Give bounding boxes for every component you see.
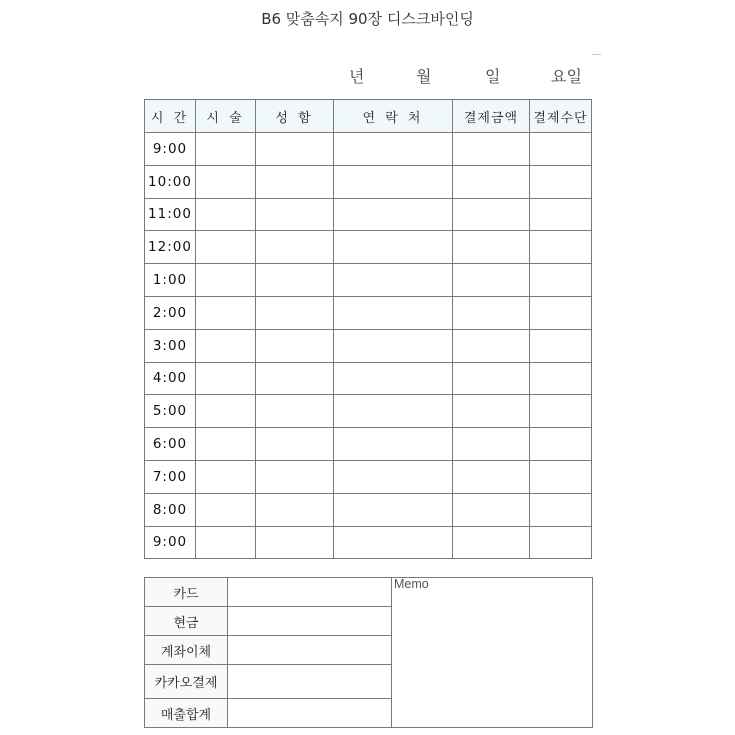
contact-cell[interactable] (334, 133, 453, 166)
contact-cell[interactable] (334, 460, 453, 493)
contact-cell[interactable] (334, 526, 453, 559)
schedule-row (145, 231, 592, 264)
amount-cell[interactable] (453, 362, 530, 395)
schedule-header-row (145, 100, 592, 133)
weekday-label: 요일 (551, 67, 582, 86)
time-cell: 12:00 (145, 231, 196, 264)
schedule-row (145, 460, 592, 493)
treatment-cell[interactable] (196, 493, 256, 526)
payment-value-total[interactable] (228, 699, 392, 728)
amount-cell[interactable] (453, 165, 530, 198)
time-cell: 3:00 (145, 329, 196, 362)
header-treatment: 시 술 (196, 100, 256, 133)
header-contact: 연 락 처 (334, 100, 453, 133)
amount-cell[interactable] (453, 133, 530, 166)
name-cell[interactable] (256, 231, 334, 264)
amount-cell[interactable] (453, 329, 530, 362)
treatment-cell[interactable] (196, 264, 256, 297)
payment-method-cell[interactable] (530, 165, 592, 198)
name-cell[interactable] (256, 362, 334, 395)
schedule-row (145, 329, 592, 362)
name-cell[interactable] (256, 526, 334, 559)
payment-value-cash[interactable] (228, 607, 392, 636)
contact-cell[interactable] (334, 428, 453, 461)
payment-value-card[interactable] (228, 578, 392, 607)
month-label: 월 (416, 67, 432, 86)
treatment-cell[interactable] (196, 526, 256, 559)
schedule-row (145, 198, 592, 231)
payment-method-cell[interactable] (530, 264, 592, 297)
schedule-row (145, 133, 592, 166)
amount-cell[interactable] (453, 460, 530, 493)
schedule-row (145, 526, 592, 559)
time-cell: 7:00 (145, 460, 196, 493)
payment-method-cell[interactable] (530, 329, 592, 362)
schedule-row (145, 165, 592, 198)
payment-value-transfer[interactable] (228, 636, 392, 665)
payment-value-kakao[interactable] (228, 665, 392, 699)
payment-label-transfer: 계좌이체 (145, 636, 228, 665)
contact-cell[interactable] (334, 493, 453, 526)
amount-cell[interactable] (453, 198, 530, 231)
name-cell[interactable] (256, 329, 334, 362)
name-cell[interactable] (256, 198, 334, 231)
treatment-cell[interactable] (196, 165, 256, 198)
name-cell[interactable] (256, 165, 334, 198)
treatment-cell[interactable] (196, 198, 256, 231)
name-cell[interactable] (256, 133, 334, 166)
contact-cell[interactable] (334, 231, 453, 264)
amount-cell[interactable] (453, 428, 530, 461)
time-cell: 4:00 (145, 362, 196, 395)
contact-cell[interactable] (334, 329, 453, 362)
treatment-cell[interactable] (196, 296, 256, 329)
payment-label-kakao: 카카오결제 (145, 665, 228, 699)
schedule-row (145, 395, 592, 428)
name-cell[interactable] (256, 264, 334, 297)
schedule-row (145, 493, 592, 526)
schedule-row (145, 296, 592, 329)
payment-method-cell[interactable] (530, 296, 592, 329)
payment-row (145, 578, 593, 607)
name-cell[interactable] (256, 395, 334, 428)
time-cell: 9:00 (145, 133, 196, 166)
payment-label-card: 카드 (145, 578, 228, 607)
time-cell: 10:00 (145, 165, 196, 198)
page-title: B6 맞춤속지 90장 디스크바인딩 (261, 10, 474, 28)
schedule-table (144, 99, 592, 559)
contact-cell[interactable] (334, 198, 453, 231)
time-cell: 1:00 (145, 264, 196, 297)
contact-cell[interactable] (334, 362, 453, 395)
header-name: 성 함 (256, 100, 334, 133)
header-payment-method: 결제수단 (530, 100, 592, 133)
treatment-cell[interactable] (196, 329, 256, 362)
payment-method-cell[interactable] (530, 362, 592, 395)
contact-cell[interactable] (334, 395, 453, 428)
treatment-cell[interactable] (196, 133, 256, 166)
treatment-cell[interactable] (196, 362, 256, 395)
amount-cell[interactable] (453, 296, 530, 329)
payment-method-cell[interactable] (530, 428, 592, 461)
day-label: 일 (485, 67, 501, 86)
payment-method-cell[interactable] (530, 395, 592, 428)
time-cell: 11:00 (145, 198, 196, 231)
name-cell[interactable] (256, 296, 334, 329)
payment-label-cash: 현금 (145, 607, 228, 636)
schedule-row (145, 362, 592, 395)
year-label: 년 (349, 67, 365, 86)
memo-label: Memo (394, 577, 429, 591)
payment-label-total: 매출합계 (145, 699, 228, 728)
time-cell: 6:00 (145, 428, 196, 461)
time-cell: 5:00 (145, 395, 196, 428)
name-cell[interactable] (256, 493, 334, 526)
treatment-cell[interactable] (196, 460, 256, 493)
decorative-line (592, 54, 601, 55)
payment-method-cell[interactable] (530, 460, 592, 493)
header-amount: 결제금액 (453, 100, 530, 133)
memo-box[interactable] (392, 578, 593, 728)
time-cell: 9:00 (145, 526, 196, 559)
treatment-cell[interactable] (196, 395, 256, 428)
payment-method-cell[interactable] (530, 526, 592, 559)
name-cell[interactable] (256, 460, 334, 493)
payment-method-cell[interactable] (530, 133, 592, 166)
payment-method-cell[interactable] (530, 493, 592, 526)
payment-method-cell[interactable] (530, 198, 592, 231)
amount-cell[interactable] (453, 395, 530, 428)
amount-cell[interactable] (453, 526, 530, 559)
schedule-row (145, 428, 592, 461)
payment-method-cell[interactable] (530, 231, 592, 264)
contact-cell[interactable] (334, 296, 453, 329)
amount-cell[interactable] (453, 493, 530, 526)
date-fields (330, 64, 600, 88)
treatment-cell[interactable] (196, 428, 256, 461)
contact-cell[interactable] (334, 264, 453, 297)
time-cell: 2:00 (145, 296, 196, 329)
contact-cell[interactable] (334, 165, 453, 198)
treatment-cell[interactable] (196, 231, 256, 264)
payment-summary-table (144, 577, 593, 728)
amount-cell[interactable] (453, 264, 530, 297)
name-cell[interactable] (256, 428, 334, 461)
time-cell: 8:00 (145, 493, 196, 526)
header-time: 시 간 (145, 100, 196, 133)
schedule-row (145, 264, 592, 297)
amount-cell[interactable] (453, 231, 530, 264)
